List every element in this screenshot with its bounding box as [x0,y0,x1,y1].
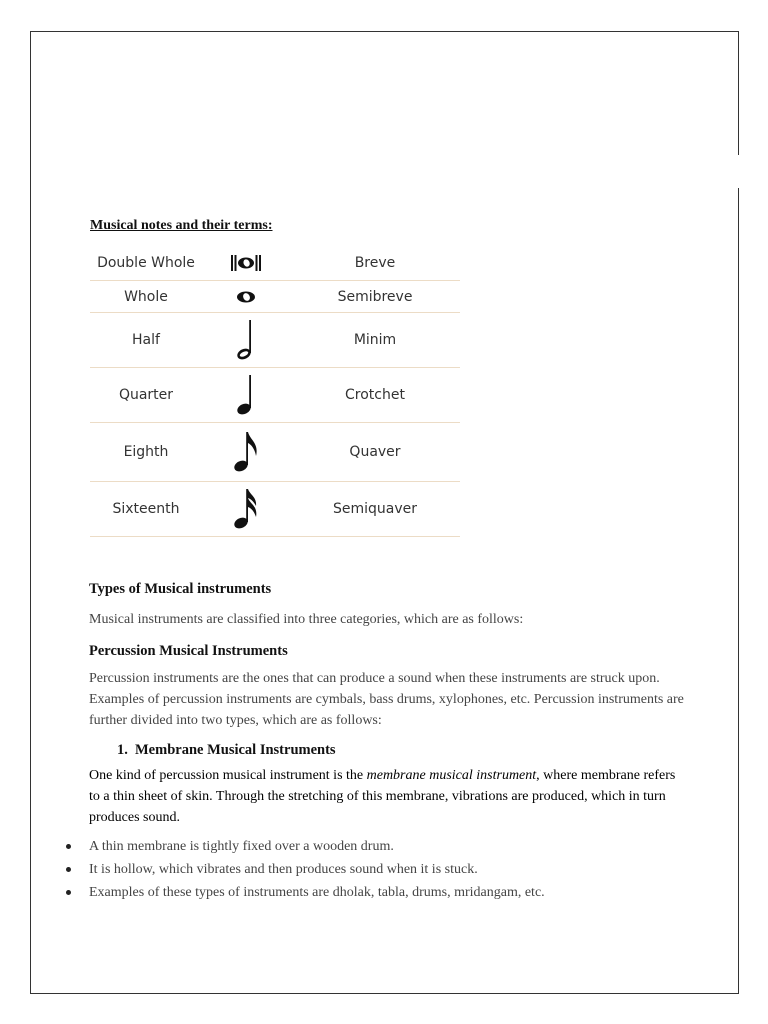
sixteenth-note-icon [231,487,261,531]
double-whole-note-icon [229,254,263,272]
note-term: Semiquaver [290,482,460,537]
list-item-text: Examples of these types of instruments are dholak, tabla, drums, mridangam, etc. [89,885,545,900]
eighth-note-icon [231,430,261,474]
quarter-note-icon [234,373,258,417]
membrane-heading [117,742,336,759]
note-name: Sixteenth [90,482,202,537]
list-number: 1. [117,742,128,758]
note-name: Eighth [90,423,202,482]
whole-note-icon [235,290,257,304]
note-term: Semibreve [290,281,460,313]
list-item-text: A thin membrane is tightly fixed over a wooden drum. [89,839,394,854]
notes-heading: Musical notes and their terms: [90,218,273,233]
half-note-icon [234,318,258,362]
types-intro: Musical instruments are classified into three categories, which are as follows: [89,612,524,627]
membrane-text-end: , where membrane refers to a thin sheet of skin. Through the stretching of this membrane, vibrations are produced, which in turn produces sound. [89,768,676,825]
membrane-term: membrane musical instrument [366,768,537,783]
note-term: Breve [290,246,460,281]
membrane-heading-text: Membrane Musical Instruments [135,742,336,758]
note-name: Whole [90,281,202,313]
membrane-text-start: One kind of percussion musical instrument is the [89,768,367,783]
note-term: Minim [290,313,460,368]
membrane-bullet-list [66,838,545,907]
frame-gap [734,155,742,188]
bullet-icon [66,890,71,895]
note-name: Quarter [90,368,202,423]
note-term: Quaver [290,423,460,482]
notes-table [90,246,460,537]
percussion-paragraph: Percussion instruments are the ones that can produce a sound when these instruments are struck upon. Examples of percussion instruments are cymbals, bass drums, xylophones, etc. Percussion instruments are further divided into two types, which are as follows: [89,671,684,728]
list-item [66,861,545,884]
table-row [90,313,460,368]
note-name: Double Whole [90,246,202,281]
bullet-icon [66,844,71,849]
list-item [66,884,545,907]
list-item [66,838,545,861]
table-row [90,281,460,313]
membrane-paragraph [89,765,689,828]
table-row [90,482,460,537]
note-name: Half [90,313,202,368]
list-item-text: It is hollow, which vibrates and then produces sound when it is stuck. [89,862,478,877]
types-heading: Types of Musical instruments [89,581,272,597]
percussion-heading: Percussion Musical Instruments [89,643,288,659]
note-term: Crotchet [290,368,460,423]
table-row [90,368,460,423]
bullet-icon [66,867,71,872]
table-row [90,423,460,482]
table-row [90,246,460,281]
